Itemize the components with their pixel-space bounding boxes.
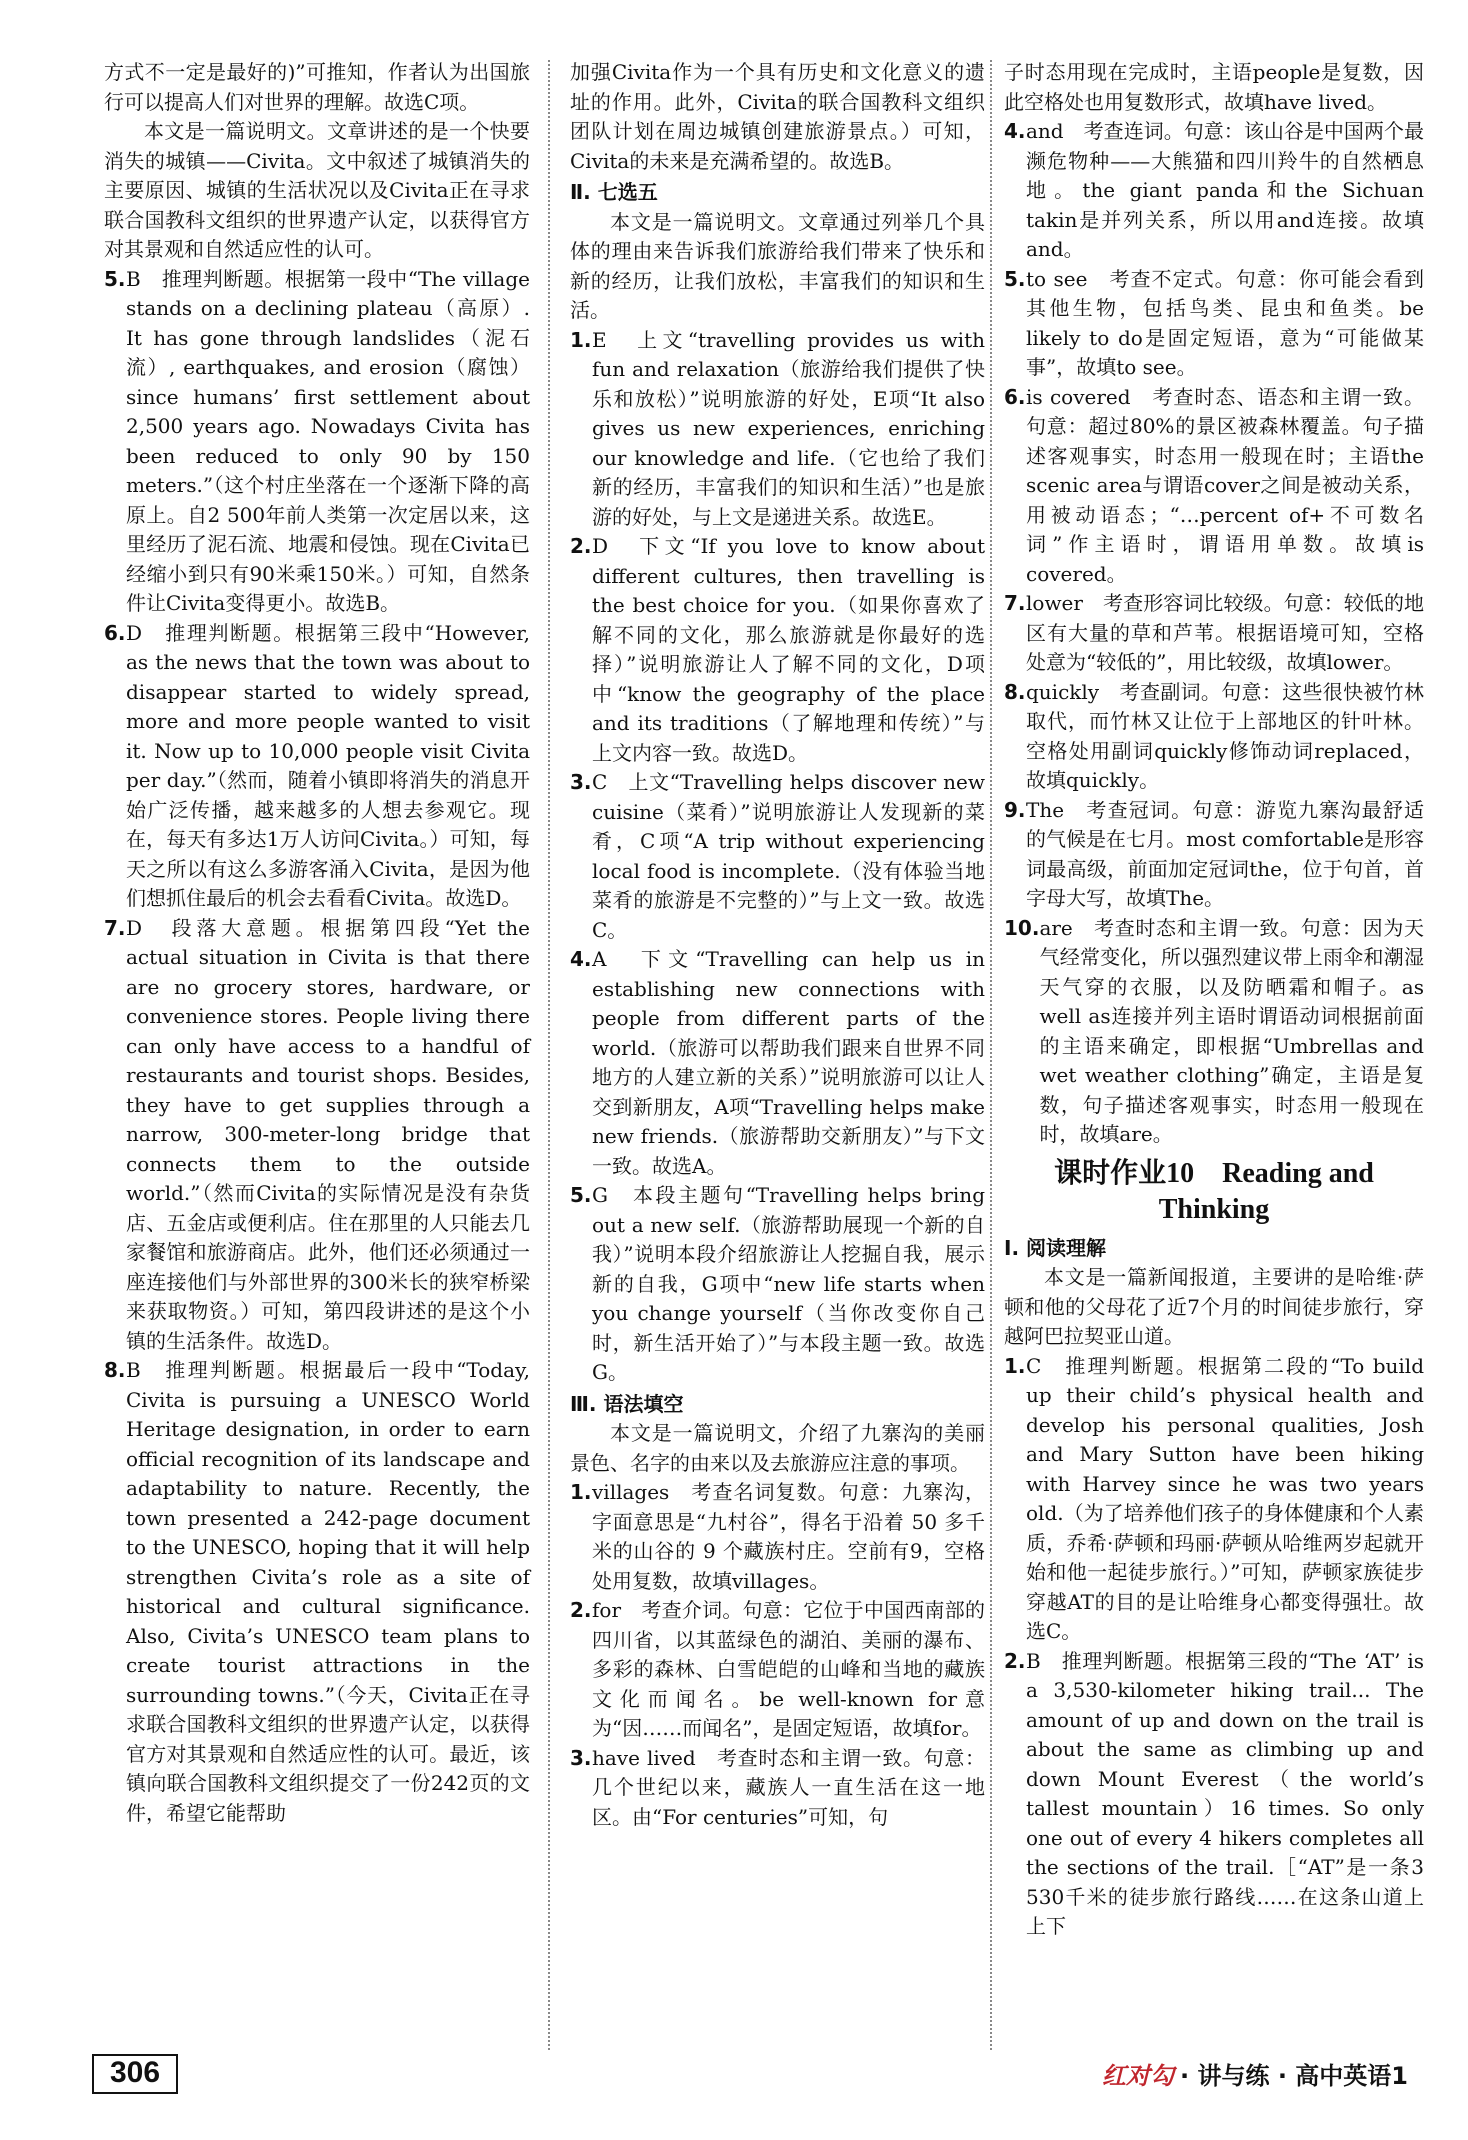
answer-text: D 推理判断题。根据第三段中“However, as the news that the town was about to disappear started to widely spread, more and more people wanted to visit it. Now up to 10,000 people visit Civita per day.”（然而，随着小镇即将消失的消息开始广泛传播，越来越多的人想去参观它。现在，每天有多达1万人访问Civita。）可知，每天之所以有这么多游客涌入Civita，是因为他们想抓住最后的机会去看看Civita。故选D。: [126, 620, 530, 910]
section-heading: Ⅱ. 七选五: [570, 180, 658, 204]
answer-item: [104, 619, 530, 914]
answer-text: C 上文“Travelling helps discover new cuisine（菜肴）”说明旅游让人发现新的菜肴，C项“A trip without experiencing local food is incomplete.（没有体验当地菜肴的旅游是不完整的）”与上文一致。故选C。: [592, 770, 985, 942]
answer-item: [1004, 796, 1424, 914]
item-number: 3.: [570, 1745, 592, 1770]
item-number: 9.: [1004, 797, 1026, 822]
answer-text: villages 考查名词复数。句意：九寨沟，字面意思是“九村谷”，得名于沿着 50 多千米的山谷的 9 个藏族村庄。空前有9，空格处用复数，故填villages。: [592, 1480, 985, 1593]
paragraph: 方式不一定是最好的)”可推知，作者认为出国旅行可以提高人们对世界的理解。故选C项。: [104, 60, 530, 114]
answer-text: for 考查介词。句意：它位于中国西南部的四川省，以其蓝绿色的湖泊、美丽的瀑布、多彩的森林、白雪皑皑的山峰和当地的藏族文化而闻名。be well-known for意为“因……而闻名”，是固定短语，故填for。: [592, 1598, 985, 1740]
answer-text: G 本段主题句“Travelling helps bring out a new self.（旅游帮助展现一个新的自我）”说明本段介绍旅游让人挖掘自我，展示新的自我，G项中“new life starts when you change yourself（当你改变你自己时，新生活开始了）”与本段主题一致。故选G。: [592, 1183, 985, 1384]
item-number: 2.: [570, 1598, 592, 1622]
answer-text: B 推理判断题。根据第一段中“The village stands on a declining plateau（高原）. It has gone through landslides（泥石流）, earthquakes, and erosion（腐蚀）since humans’ first settlement about 2,500 years ago. Nowadays Civita has been reduced to only 90 by 150 meters.”（这个村庄坐落在一个逐渐下降的高原上。自2 500年前人类第一次定居以来，这里经历了泥石流、地震和侵蚀。现在Civita已经缩小到只有90米乘150米。）可知，自然条件让Civita变得更小。故选B。: [126, 266, 530, 615]
column-3: [1004, 58, 1424, 1942]
item-number: 8.: [104, 1358, 126, 1382]
answer-item: [1004, 914, 1424, 1150]
brand-logo: 红对勾: [1102, 2062, 1174, 2090]
answer-item: [570, 1744, 985, 1833]
passage-summary: 本文是一篇新闻报道，主要讲的是哈维·萨顿和他的父母花了近7个月的时间徒步旅行，穿越阿巴拉契亚山道。: [1004, 1265, 1424, 1348]
passage-summary: 本文是一篇说明文，介绍了九寨沟的美丽景色、名字的由来以及去旅游应注意的事项。: [570, 1421, 985, 1475]
answer-text: E 上文“travelling provides us with fun and relaxation（旅游给我们提供了快乐和放松）”说明旅游的好处，E项“It also gives us new experiences, enriching our knowledge and life.（它也给了我们新的经历，丰富我们的知识和生活）”也是旅游的好处，与上文是递进关系。故选E。: [592, 327, 985, 529]
answer-text: B 推理判断题。根据第三段的“The ‘AT’ is a 3,530-kilometer hiking trail... The amount of up and down on the trail is about the same as climbing up and down Mount Everest（the world’s tallest mountain）16 times. So only one out of every 4 hikers completes all the sections of the trail.［“AT”是一条3 530千米的徒步旅行路线……在这条山道上上下: [1026, 1648, 1424, 1938]
item-number: 1.: [570, 1480, 592, 1504]
answer-text: quickly 考查副词。句意：这些很快被竹林取代，而竹林又让位于上部地区的针叶林。空格处用副词quickly修饰动词replaced，故填quickly。: [1026, 679, 1424, 792]
passage-summary: 本文是一篇说明文。文章通过列举几个具体的理由来告诉我们旅游给我们带来了快乐和新的经历，让我们放松，丰富我们的知识和生活。: [570, 209, 985, 322]
answer-item: [1004, 117, 1424, 265]
section-heading: Ⅰ. 阅读理解: [1004, 1235, 1107, 1260]
answer-text: C 推理判断题。根据第二段的“To build up their child’s physical health and develop his personal qualities, Josh and Mary Sutton have been hiking with Harvey since he was two years old.（为了培养他们孩子的身体健康和个人素质，乔希·萨顿和玛丽·萨顿从哈维两岁起就开始和他一起徒步旅行。）”可知，萨顿家族徒步穿越AT的目的是让哈维身心都变得强壮。故选C。: [1026, 1353, 1424, 1643]
answer-item: [570, 768, 985, 945]
item-number: 2.: [570, 534, 592, 558]
answer-text: A 下文“Travelling can help us in establishing new connections with people from different parts of the world.（旅游可以帮助我们跟来自世界不同地方的人建立新的关系）”说明旅游可以让人交到新朋友，A项“Travelling helps make new friends.（旅游帮助交新朋友）”与下文一致。故选A。: [592, 947, 985, 1178]
answer-item: [1004, 589, 1424, 678]
item-number: 3.: [570, 770, 592, 794]
answer-item: [104, 265, 530, 619]
answer-text: and 考查连词。句意：该山谷是中国两个最濒危物种——大熊猫和四川羚牛的自然栖息地。the giant panda和the Sichuan takin是并列关系，所以用and连接。故填and。: [1026, 119, 1424, 261]
item-number: 7.: [104, 915, 126, 940]
item-number: 7.: [1004, 591, 1026, 615]
answer-item: [570, 1181, 985, 1388]
column-divider-1: [548, 60, 550, 2050]
lesson-title: 课时作业10 Reading and Thinking: [1054, 1157, 1374, 1225]
answer-text: The 考查冠词。句意：游览九寨沟最舒适的气候是在七月。most comfortable是形容词最高级，前面加定冠词the，位于句首，首字母大写，故填The。: [1026, 797, 1424, 910]
answer-item: [104, 914, 530, 1357]
answer-text: have lived 考查时态和主谓一致。句意：几个世纪以来，藏族人一直生活在这一地区。由“For centuries”可知，句: [592, 1745, 985, 1829]
answer-item: [1004, 1352, 1424, 1647]
item-number: 1.: [1004, 1353, 1026, 1378]
answer-text: are 考查时态和主谓一致。句意：因为天气经常变化，所以强烈建议带上雨伞和潮湿天气穿的衣服，以及防晒霜和帽子。as well as连接并列主语时谓语动词根据前面的主语来确定，即根据“Umbrellas and wet weather clothing”确定，主语是复数，句子描述客观事实，时态用一般现在时，故填are。: [1039, 915, 1424, 1146]
column-divider-2: [990, 60, 992, 2050]
paragraph: 子时态用现在完成时，主语people是复数，因此空格处也用复数形式，故填have lived。: [1004, 60, 1424, 114]
answer-text: D 下文“If you love to know about different cultures, then travelling is the best choice for you.（如果你喜欢了解不同的文化，那么旅游就是你最好的选择）”说明旅游让人了解不同的文化，D项中“know the geography of the place and its traditions（了解地理和传统）”与上文内容一致。故选D。: [592, 534, 985, 765]
answer-text: D 段落大意题。根据第四段“Yet the actual situation in Civita is that there are no grocery stores, hardware, or convenience stores. People living there can only have access to a handful of restaurants and tourist shops. Besides, they have to get supplies through a narrow, 300-meter-long bridge that connects them to the outside world.”（然而Civita的实际情况是没有杂货店、五金店或便利店。住在那里的人只能去几家餐馆和旅游商店。此外，他们还必须通过一座连接他们与外部世界的300米长的狭窄桥梁来获取物资。）可知，第四段讲述的是这个小镇的生活条件。故选D。: [126, 915, 530, 1353]
section-heading: Ⅲ. 语法填空: [570, 1391, 684, 1416]
paragraph: 加强Civita作为一个具有历史和文化意义的遗址的作用。此外，Civita的联合国教科文组织团队计划在周边城镇创建旅游景点。）可知，Civita的未来是充满希望的。故选B。: [570, 60, 985, 173]
item-number: 5.: [570, 1183, 592, 1207]
answer-item: [570, 1478, 985, 1596]
answer-item: [570, 945, 985, 1181]
answer-item: [1004, 1647, 1424, 1942]
item-number: 4.: [570, 947, 592, 971]
answer-text: is covered 考查时态、语态和主谓一致。句意：超过80%的景区被森林覆盖。句子描述客观事实，时态用一般现在时；主语the scenic area与谓语cover之间是被动关系，用被动语态；“…percent of+不可数名词”作主语时，谓语用单数。故填is covered。: [1026, 384, 1424, 586]
item-number: 6.: [1004, 384, 1026, 409]
passage-summary: 本文是一篇说明文。文章讲述的是一个快要消失的城镇——Civita。文中叙述了城镇消失的主要原因、城镇的生活状况以及Civita正在寻求联合国教科文组织的世界遗产认定，以获得官方对其景观和自然适应性的认可。: [104, 119, 530, 261]
column-1: [104, 58, 530, 1828]
item-number: 8.: [1004, 679, 1026, 704]
item-number: 4.: [1004, 119, 1026, 143]
answer-item: [104, 1356, 530, 1828]
item-number: 2.: [1004, 1648, 1026, 1673]
answer-item: [570, 326, 985, 533]
answer-text: lower 考查形容词比较级。句意：较低的地区有大量的草和芦苇。根据语境可知，空格处意为“较低的”，用比较级，故填lower。: [1026, 591, 1424, 674]
item-number: 1.: [570, 327, 592, 352]
answer-item: [1004, 678, 1424, 796]
answer-item: [1004, 265, 1424, 383]
page-number: 306: [92, 2054, 178, 2094]
answer-text: to see 考查不定式。句意：你可能会看到其他生物，包括鸟类、昆虫和鱼类。be likely to do是固定短语，意为“可能做某事”，故填to see。: [1026, 266, 1424, 379]
item-number: 5.: [1004, 266, 1026, 291]
item-number: 5.: [104, 266, 126, 291]
answer-item: [1004, 383, 1424, 590]
page-footer: [1102, 2056, 1408, 2091]
item-number: 10.: [1004, 915, 1040, 940]
item-number: 6.: [104, 620, 126, 645]
answer-item: [570, 532, 985, 768]
book-title: · 讲与练 · 高中英语1: [1180, 2062, 1408, 2090]
column-2: [570, 58, 985, 1832]
answer-item: [570, 1596, 985, 1744]
answer-text: B 推理判断题。根据最后一段中“Today, Civita is pursuing a UNESCO World Heritage designation, in order to earn official recognition of its landscape and adaptability to nature. Recently, the town presented a 242-page document to the UNESCO, hoping that it will help strengthen Civita’s role as a site of historical and cultural significance. Also, Civita’s UNESCO team plans to create tourist attractions in the surrounding towns.”（今天，Civita正在寻求联合国教科文组织的世界遗产认定，以获得官方对其景观和自然适应性的认可。最近，该镇向联合国教科文组织提交了一份242页的文件，希望它能帮助: [126, 1358, 530, 1825]
